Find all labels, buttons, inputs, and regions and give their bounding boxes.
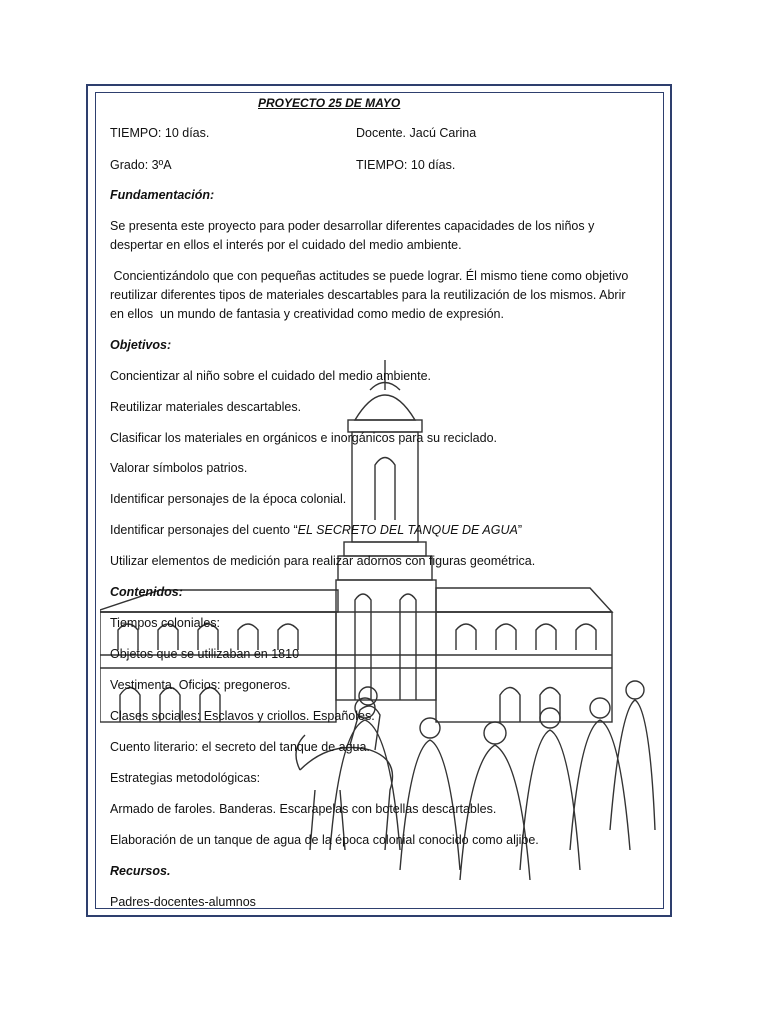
tiempo-left: TIEMPO: 10 días. (110, 126, 210, 140)
docente: Docente. Jacú Carina (356, 126, 477, 140)
objetivo-item: Reutilizar materiales descartables. (110, 400, 302, 414)
fundamentacion-p2-line3: en ellos un mundo de fantasia y creatividad como medio de expresión. (110, 307, 504, 321)
estrategia-item: Elaboración de un tanque de agua de la época colonial conocido como aljibe. (110, 833, 539, 847)
contenido-item: Objetos que se utilizaban en 1810 (110, 647, 300, 661)
objetivo-item: Valorar símbolos patrios. (110, 461, 248, 475)
fundamentacion-p2-line1: Concientizándolo que con pequeñas actitudes se puede lograr. Él mismo tiene como objetivo (110, 269, 629, 283)
objetivo-item: Identificar personajes de la época colonial. (110, 492, 347, 506)
fundamentacion-p1-line1: Se presenta este proyecto para poder desarrollar diferentes capacidades de los niños y (110, 219, 595, 233)
fundamentacion-p1-line2: despertar en ellos el interés por el cuidado del medio ambiente. (110, 238, 462, 252)
contenido-item: Cuento literario: el secreto del tanque de agua. (110, 740, 370, 754)
objetivo-item: Concientizar al niño sobre el cuidado del medio ambiente. (110, 369, 432, 383)
objetivo-item-cuento (110, 522, 522, 539)
contenido-item: Vestimenta. Oficios: pregoneros. (110, 678, 291, 692)
cuento-close-quote: ” (517, 523, 522, 537)
fundamentacion-heading: Fundamentación: (110, 188, 215, 202)
grado: Grado: 3ºA (110, 158, 172, 172)
contenidos-heading: Contenidos: (110, 585, 183, 599)
page-title: PROYECTO 25 DE MAYO (258, 96, 401, 110)
recursos-heading: Recursos. (110, 864, 171, 878)
tiempo-right: TIEMPO: 10 días. (356, 158, 456, 172)
fundamentacion-p2-line2: reutilizar diferentes tipos de materiales descartables para la reutilización de los mismos. Abrir (110, 288, 626, 302)
cuento-title: EL SECRETO DEL TANQUE DE AGUA (297, 523, 518, 537)
recursos-text: Padres-docentes-alumnos (110, 895, 256, 909)
contenido-item: Clases sociales: Esclavos y criollos. Españoles. (110, 709, 375, 723)
objetivo-cuento-prefix: Identificar personajes del cuento “ (110, 523, 298, 537)
objetivos-heading: Objetivos: (110, 338, 172, 352)
objetivo-item: Clasificar los materiales en orgánicos e inorgánicos para su reciclado. (110, 431, 497, 445)
objetivo-item: Utilizar elementos de medición para realizar adornos con figuras geométrica. (110, 554, 536, 568)
contenido-item: Tiempos coloniales: (110, 616, 221, 630)
estrategia-item: Armado de faroles. Banderas. Escarapelas con botellas descartables. (110, 802, 497, 816)
estrategias-heading: Estrategias metodológicas: (110, 771, 261, 785)
